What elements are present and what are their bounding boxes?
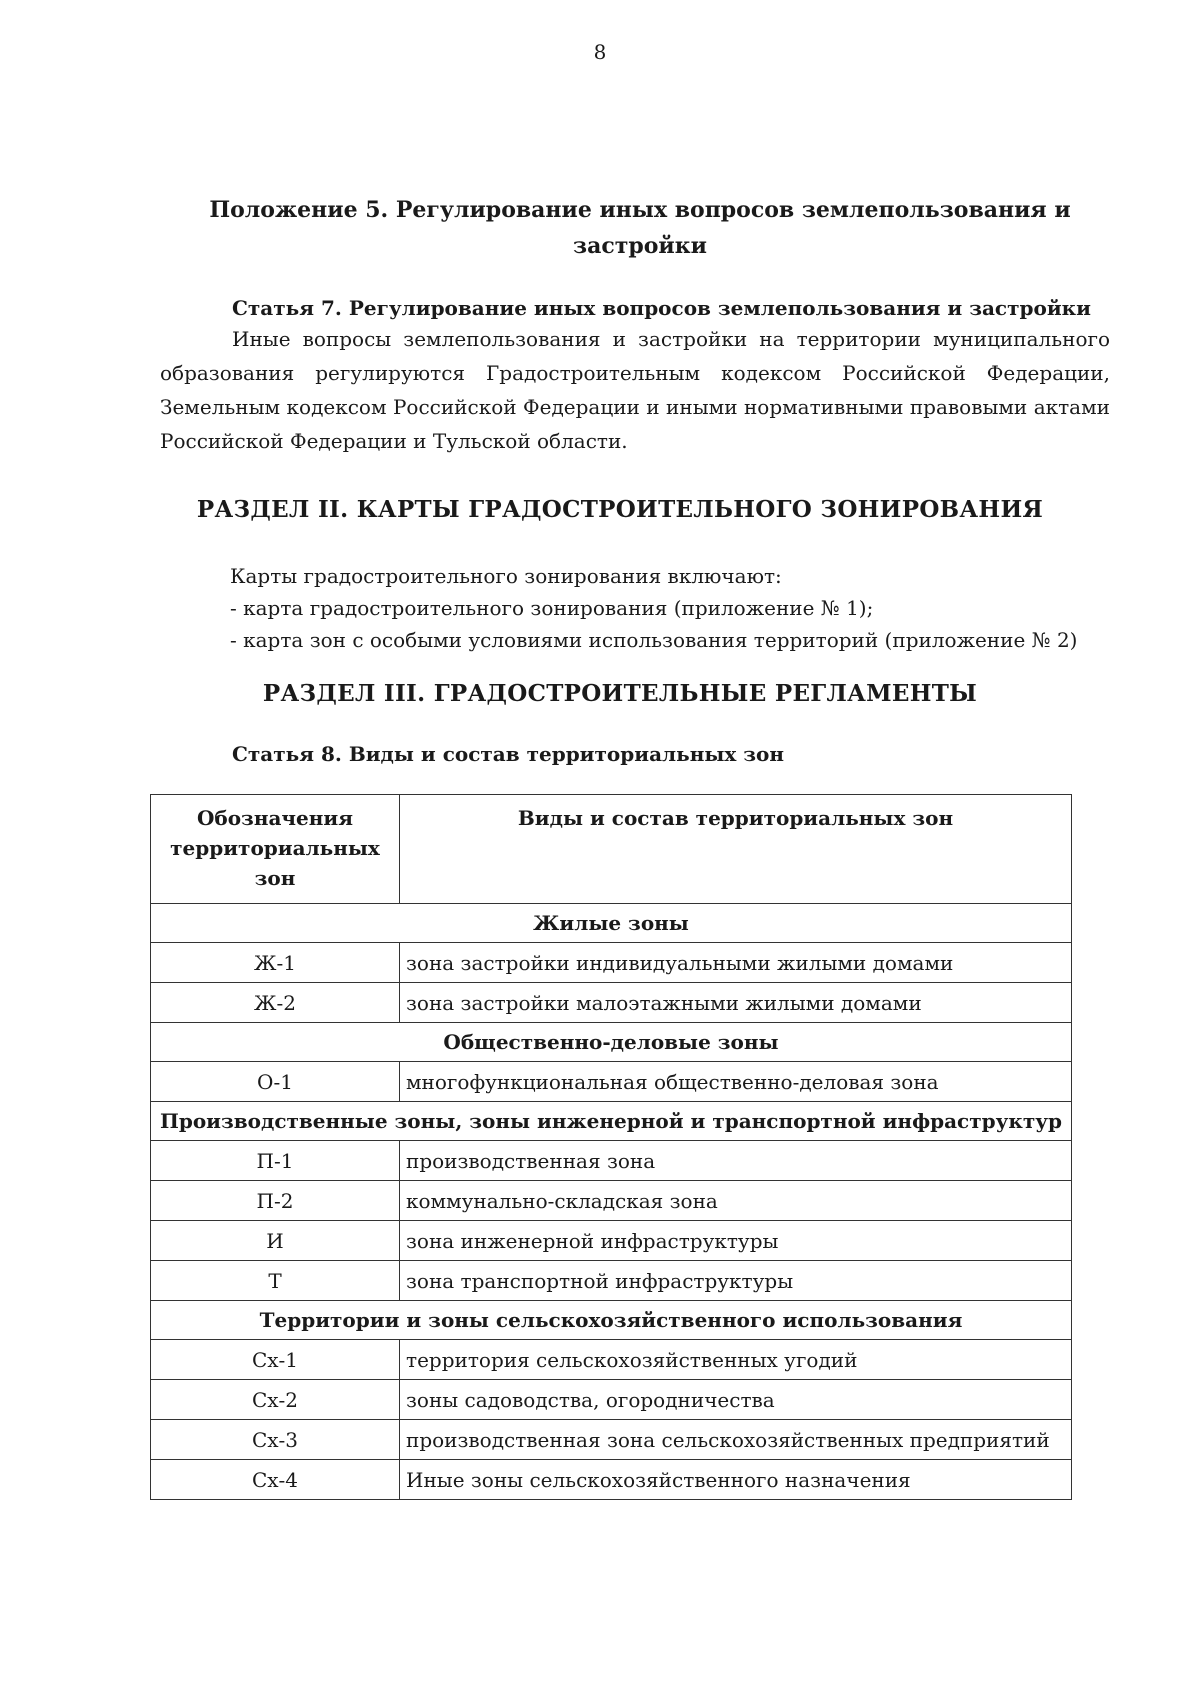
zone-description: зона инженерной инфраструктуры (400, 1221, 1072, 1261)
maps-list (230, 560, 1077, 656)
header-zone-code: Обозначения территориальных зон (151, 795, 400, 904)
zone-description: зона застройки индивидуальными жилыми домами (400, 943, 1072, 983)
section-2-heading: РАЗДЕЛ II. КАРТЫ ГРАДОСТРОИТЕЛЬНОГО ЗОНИРОВАНИЯ (196, 496, 1044, 523)
zone-description: производственная зона (400, 1141, 1072, 1181)
zone-code: П-1 (151, 1141, 400, 1181)
zone-description: зона застройки малоэтажными жилыми домами (400, 983, 1072, 1023)
table-row (151, 983, 1072, 1023)
polozhenie-heading: Положение 5. Регулирование иных вопросов землепользования и застройки (209, 197, 1071, 259)
table-header-row (151, 795, 1072, 904)
table-group-row (151, 1301, 1072, 1340)
table-group-row (151, 904, 1072, 943)
group-title: Жилые зоны (151, 904, 1072, 943)
table-row (151, 1460, 1072, 1500)
table-row (151, 1181, 1072, 1221)
section-3-heading: РАЗДЕЛ III. ГРАДОСТРОИТЕЛЬНЫЕ РЕГЛАМЕНТЫ (262, 680, 978, 707)
zone-description: территория сельскохозяйственных угодий (400, 1340, 1072, 1380)
article-7-title: Статья 7. Регулирование иных вопросов землепользования и застройки (232, 296, 1091, 320)
zone-description: многофункциональная общественно-деловая зона (400, 1062, 1072, 1102)
table-row (151, 1261, 1072, 1301)
group-title: Производственные зоны, зоны инженерной и транспортной инфраструктур (151, 1102, 1072, 1141)
table-row (151, 1340, 1072, 1380)
table-row (151, 1420, 1072, 1460)
zone-code: Ж-1 (151, 943, 400, 983)
article-7-body: Иные вопросы землепользования и застройки на территории муниципального образования регулируются Градостроительным кодексом Российской Федерации, Земельным кодексом Российской Федерации и иными нормативными правовыми актами Российской Федерации и Тульской области. (160, 327, 1110, 453)
header-zone-description: Виды и состав территориальных зон (400, 795, 1072, 904)
zone-description: зоны садоводства, огородничества (400, 1380, 1072, 1420)
zones-table (150, 794, 1072, 1500)
zone-code: Сх-3 (151, 1420, 400, 1460)
table-group-row (151, 1023, 1072, 1062)
zone-code: Сх-2 (151, 1380, 400, 1420)
table-group-row (151, 1102, 1072, 1141)
table-row (151, 943, 1072, 983)
zone-code: И (151, 1221, 400, 1261)
page-number: 8 (593, 40, 607, 64)
zone-code: О-1 (151, 1062, 400, 1102)
zone-code: П-2 (151, 1181, 400, 1221)
zone-code: Сх-4 (151, 1460, 400, 1500)
group-title: Территории и зоны сельскохозяйственного использования (151, 1301, 1072, 1340)
article-8-title: Статья 8. Виды и состав территориальных зон (232, 742, 785, 766)
table-row (151, 1062, 1072, 1102)
zone-description: производственная зона сельскохозяйственных предприятий (400, 1420, 1072, 1460)
zone-code: Сх-1 (151, 1340, 400, 1380)
table-row (151, 1141, 1072, 1181)
table-row (151, 1221, 1072, 1261)
zone-description: зона транспортной инфраструктуры (400, 1261, 1072, 1301)
table-row (151, 1380, 1072, 1420)
zone-description: Иные зоны сельскохозяйственного назначения (400, 1460, 1072, 1500)
group-title: Общественно-деловые зоны (151, 1023, 1072, 1062)
zone-code: Т (151, 1261, 400, 1301)
maps-list-item: - карта зон с особыми условиями использования территорий (приложение № 2) (230, 628, 1078, 652)
zone-description: коммунально-складская зона (400, 1181, 1072, 1221)
maps-list-item: - карта градостроительного зонирования (приложение № 1); (230, 596, 874, 620)
zone-code: Ж-2 (151, 983, 400, 1023)
maps-list-intro: Карты градостроительного зонирования включают: (230, 564, 782, 588)
